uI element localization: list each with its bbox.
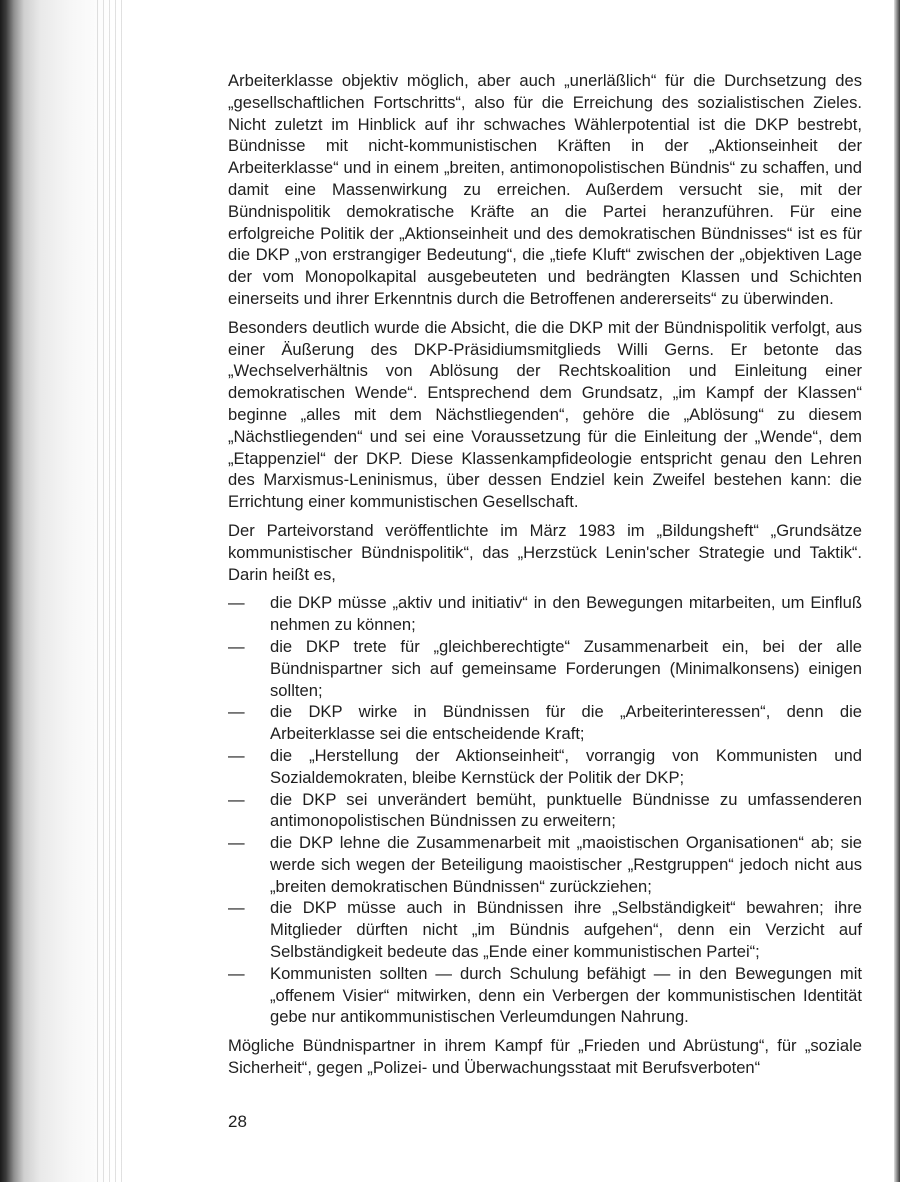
list-dash: — — [228, 898, 245, 918]
paragraph-3: Der Parteivorstand veröffentlichte im März 1983 im „Bildungsheft“ „Grundsätze kommunistischer Bündnispolitik“, das „Herzstück Lenin'scher Strategie und Taktik“. Darin heißt es, — [228, 520, 862, 584]
list-item-text: die DKP sei unverändert bemüht, punktuelle Bündnisse zu umfassenderen antimonopolistischen Bündnissen zu erweitern; — [270, 789, 862, 831]
list-item — [228, 897, 862, 962]
paragraph-4: Mögliche Bündnispartner in ihrem Kampf für „Frieden und Abrüstung“, für „soziale Sicherheit“, gegen „Polizei- und Überwachungsstaat mit Berufsverboten“ — [228, 1036, 862, 1078]
list-item-text: die DKP müsse „aktiv und initiativ“ in den Bewegungen mitarbeiten, um Einfluß nehmen zu können; — [270, 593, 862, 635]
list-item-text: die DKP lehne die Zusammenarbeit mit „maoistischen Organisationen“ ab; sie werde sich wegen der Beteiligung maoistischer „Restgruppen“ jedoch nicht aus „breiten demokratischen Bündnissen“ zurückziehen; — [270, 833, 862, 896]
list-item-text: Kommunisten sollten — durch Schulung befähigt — in den Bewegungen mit „offenem Visier“ mitwirken, denn ein Verbergen der kommunistischen Identität gebe nur antikommunistischen Verleumdungen Nahrung. — [270, 963, 862, 1027]
body-text — [228, 70, 862, 1086]
list-dash: — — [228, 833, 245, 853]
page-stack-edges — [92, 0, 124, 1182]
list-item-text: die DKP trete für „gleichberechtigte“ Zusammenarbeit ein, bei der alle Bündnispartner sich auf gemeinsame Forderungen (Minimalkonsens) einigen sollten; — [270, 636, 862, 700]
list-item — [228, 636, 862, 701]
list-item-text: die DKP wirke in Bündnissen für die „Arbeiterinteressen“, denn die Arbeiterklasse sei die entscheidende Kraft; — [270, 702, 862, 744]
list-dash: — — [228, 702, 245, 722]
list-item — [228, 701, 862, 745]
list-item-text: die „Herstellung der Aktionseinheit“, vorrangig von Kommunisten und Sozialdemokraten, bleibe Kernstück der Politik der DKP; — [270, 745, 862, 787]
list-item — [228, 963, 862, 1028]
demands-list — [228, 592, 862, 1028]
list-item — [228, 789, 862, 833]
paragraph-1: Arbeiterklasse objektiv möglich, aber auch „unerläßlich“ für die Durchsetzung des „gesellschaftlichen Fortschritts“, also für die Erreichung des sozialistischen Zieles. Nicht zuletzt im Hinblick auf ihr schwaches Wählerpotential ist die DKP bestrebt, Bündnisse mit nicht-kommunistischen Kräften in der „Aktionseinheit der Arbeiterklasse“ und in einem „breiten, antimonopolistischen Bündnis“ zu schaffen, und damit eine Massenwirkung zu erreichen. Außerdem versucht sie, mit der Bündnispolitik demokratische Kräfte an die Partei heranzuführen. Für eine erfolgreiche Politik der „Aktionseinheit und des demokratischen Bündnisses“ ist es für die DKP „von erstrangiger Bedeutung“, die „tiefe Kluft“ zwischen der „objektiven Lage der vom Monopolkapital ausgebeuteten und bedrängten Klassen und Schichten einerseits und ihrer Erkenntnis durch die Betroffenen andererseits“ zu überwinden. — [228, 71, 862, 308]
list-item — [228, 745, 862, 789]
list-dash: — — [228, 593, 245, 613]
list-dash: — — [228, 636, 245, 656]
list-item — [228, 592, 862, 636]
list-item — [228, 832, 862, 897]
scan-right-edge — [894, 0, 900, 1182]
list-item-text: die DKP müsse auch in Bündnissen ihre „Selbständigkeit“ bewahren; ihre Mitglieder dürften nicht „im Bündnis aufgehen“, denn ein Verzicht auf Selbständigkeit bedeute das „Ende einer kommunistischen Partei“; — [270, 898, 862, 962]
list-dash: — — [228, 789, 245, 809]
list-dash: — — [228, 963, 245, 983]
page-number: 28 — [228, 1112, 247, 1131]
list-dash: — — [228, 745, 245, 765]
paragraph-2: Besonders deutlich wurde die Absicht, die die DKP mit der Bündnispolitik verfolgt, aus einer Äußerung des DKP-Präsidiumsmitglieds Willi Gerns. Er betonte das „Wechselverhältnis von Ablösung der Rechtskoalition und Einleitung einer demokratischen Wende“. Entsprechend dem Grundsatz, „im Kampf der Klassen“ beginne „alles mit dem Nächstliegenden“, gehöre die „Ablösung“ zu diesem „Nächstliegenden“ und sei eine Voraussetzung für die Einleitung der „Wende“, dem „Etappenziel“ der DKP. Diese Klassenkampfideologie entspricht genau den Lehren des Marxismus-Leninismus, über dessen Endziel kein Zweifel bestehen kann: die Errichtung einer kommunistischen Gesellschaft. — [228, 317, 862, 512]
